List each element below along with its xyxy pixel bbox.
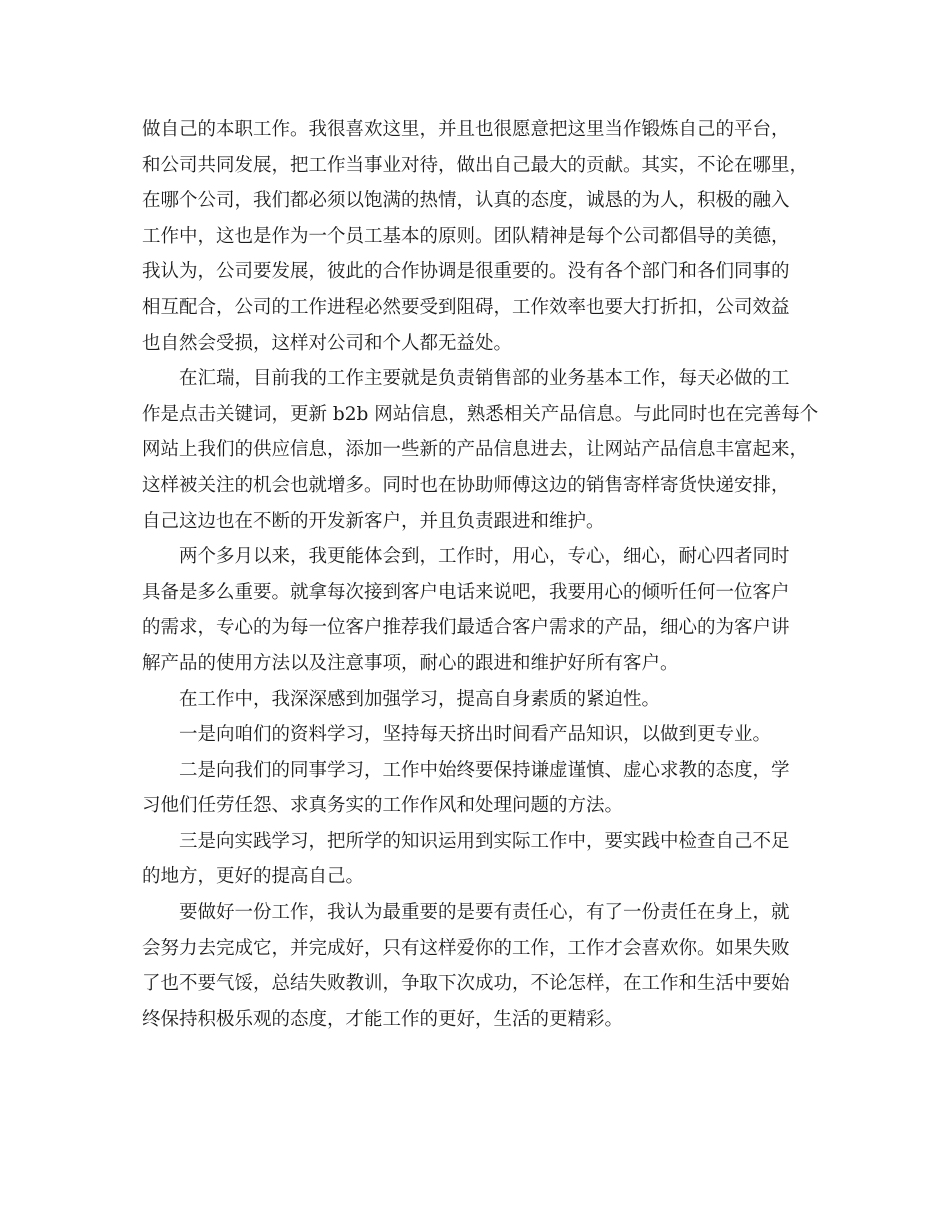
text-line: 自己这边也在不断的开发新客户，并且负责跟进和维护。 [142, 510, 605, 532]
paragraph-first-line: 在工作中，我深深感到加强学习，提高自身素质的紧迫性。 [179, 688, 661, 710]
document-body [142, 112, 819, 1037]
paragraph-first-line: 一是向咱们的资料学习，坚持每天挤出时间看产品知识，以做到更专业。 [179, 724, 772, 746]
paragraph-first-line: 二是向我们的同事学习，工作中始终要保持谦虚谨慎、虚心求教的态度，学 [179, 759, 790, 781]
text-line: 的地方，更好的提高自己。 [142, 866, 365, 888]
text-line: 做自己的本职工作。我很喜欢这里，并且也很愿意把这里当作锻炼自己的平台， [142, 119, 790, 140]
paragraph-first-line: 在汇瑞，目前我的工作主要就是负责销售部的业务基本工作，每天必做的工 [179, 368, 790, 390]
text-line: 终保持积极乐观的态度，才能工作的更好，生活的更精彩。 [142, 1008, 624, 1030]
text-line: 在哪个公司，我们都必须以饱满的热情，认真的态度，诚恳的为人，积极的融入 [142, 190, 790, 212]
text-line: 也自然会受损，这样对公司和个人都无益处。 [142, 332, 513, 354]
text-line: 这样被关注的机会也就增多。同时也在协助师傅这边的销售寄样寄货快递安排， [142, 474, 790, 496]
text-line: 会努力去完成它，并完成好，只有这样爱你的工作，工作才会喜欢你。如果失败 [142, 937, 790, 959]
text-line: 解产品的使用方法以及注意事项，耐心的跟进和维护好所有客户。 [142, 652, 679, 674]
text-line: 习他们任劳任怨、求真务实的工作作风和处理问题的方法。 [142, 795, 624, 817]
text-line: 了也不要气馁，总结失败教训，争取下次成功，不论怎样，在工作和生活中要始 [142, 973, 790, 995]
text-line: 的需求，专心的为每一位客户推荐我们最适合客户需求的产品，细心的为客户讲 [142, 617, 790, 639]
text-line: 和公司共同发展，把工作当事业对待，做出自己最大的贡献。其实，不论在哪里， [142, 154, 809, 176]
text-line: 具备是多么重要。就拿每次接到客户电话来说吧，我要用心的倾听任何一位客户 [142, 581, 790, 603]
paragraph-first-line: 要做好一份工作，我认为最重要的是要有责任心，有了一份责任在身上，就 [179, 902, 790, 924]
text-line: 网站上我们的供应信息，添加一些新的产品信息进去，让网站产品信息丰富起来， [142, 439, 809, 461]
text-line: 工作中，这也是作为一个员工基本的原则。团队精神是每个公司都倡导的美德， [142, 225, 790, 247]
text-line: 相互配合，公司的工作进程必然要受到阻碍，工作效率也要大打折扣，公司效益 [142, 296, 790, 318]
paragraph-first-line: 两个多月以来，我更能体会到，工作时，用心，专心，细心，耐心四者同时 [179, 546, 790, 568]
text-line: 我认为，公司要发展，彼此的合作协调是很重要的。没有各个部门和各们同事的 [142, 261, 790, 283]
text-line: 作是点击关键词，更新 b2b 网站信息，熟悉相关产品信息。与此同时也在完善每个 [142, 403, 819, 425]
paragraph-first-line: 三是向实践学习，把所学的知识运用到实际工作中，要实践中检查自己不足 [179, 830, 790, 852]
